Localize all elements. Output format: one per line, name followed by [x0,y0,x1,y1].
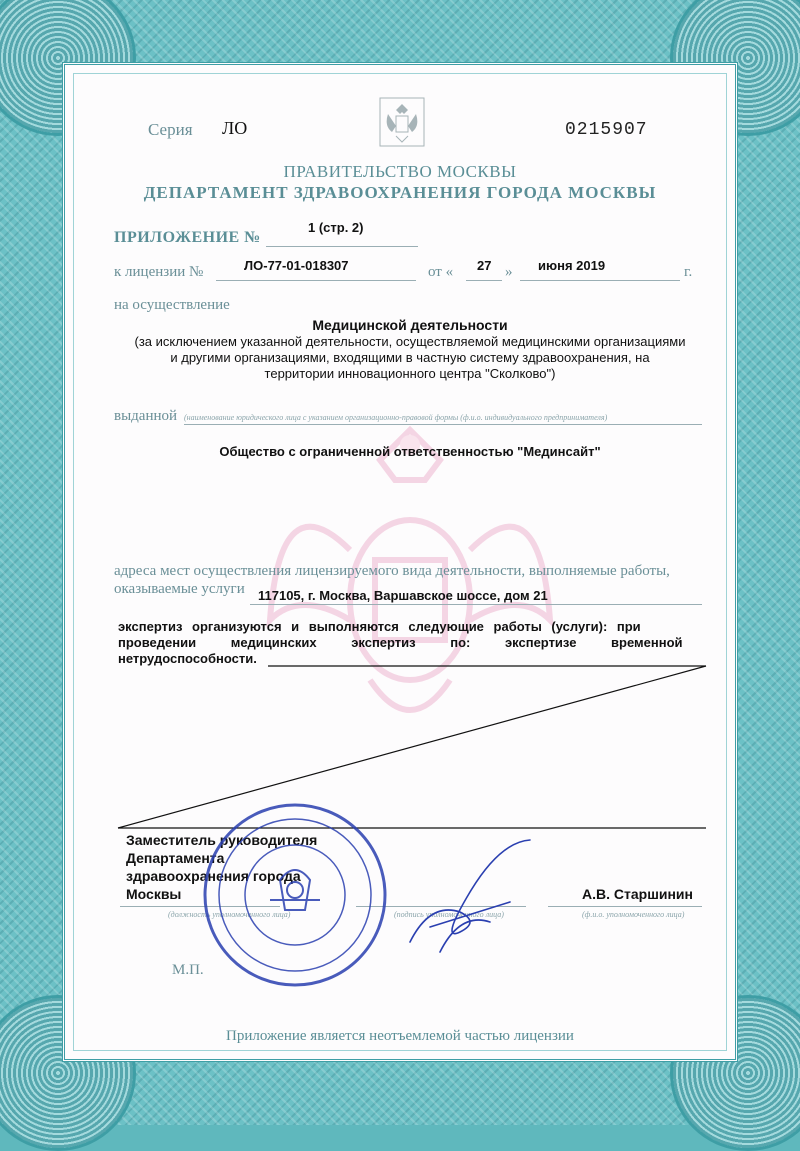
signer-position-line2: Департамента [126,850,225,866]
activity-label: на осуществление [114,297,230,313]
series-value: ЛО [222,118,248,138]
series-label: Серия [148,120,193,139]
year-suffix: г. [684,264,693,280]
form-number: 0215907 [565,120,648,140]
signature-hint: (подпись уполномоченного лица) [394,910,504,919]
department-title: ДЕПАРТАМЕНТ ЗДРАВООХРАНЕНИЯ ГОРОДА МОСКВЫ [143,183,657,202]
stamp-place-label: М.П. [172,962,204,978]
footer-note: Приложение является неотъемлемой частью лицензии [226,1028,574,1044]
activity-title: Медицинской деятельности [312,317,508,333]
addresses-label-line1: адреса мест осуществления лицензируемого вида деятельности, выполняемые работы, [114,563,670,579]
appendix-label: ПРИЛОЖЕНИЕ № [114,229,261,246]
license-month-year: июня 2019 [538,258,606,273]
date-close-quote: » [505,264,513,280]
government-title: ПРАВИТЕЛЬСТВО МОСКВЫ [283,162,517,181]
license-number: ЛО-77-01-018307 [244,258,349,273]
signer-name: А.В. Старшинин [582,886,693,902]
official-stamp [200,800,390,990]
activity-desc-line2: и другими организациями, входящими в частную систему здравоохранения, на [170,350,650,365]
signer-position-line3: здравоохранения города [126,868,301,884]
address-value: 117105, г. Москва, Варшавское шоссе, дом 21 [258,588,548,603]
signer-position-line4: Москвы [126,886,182,902]
activity-desc-line3: территории инновационного центра "Сколково") [264,366,556,381]
work-line1: экспертиз организуются и выполняются следующие работы (услуги): при [118,619,641,634]
appendix-number: 1 (стр. 2) [308,220,364,235]
activity-desc-line1: (за исключением указанной деятельности, осуществляемой медицинскими организациями [134,334,686,349]
work-line2: проведении медицинских экспертиз по: экспертизе временной [118,635,683,650]
handwritten-signature [400,832,540,962]
issued-label: выданной [114,408,178,424]
addresses-label-line2: оказываемые услуги [114,581,245,597]
signer-position-line1: Заместитель руководителя [126,832,318,848]
license-label: к лицензии № [114,264,204,280]
work-line3: нетрудоспособности. [118,651,257,666]
date-from-label: от « [428,264,454,280]
name-hint: (ф.и.о. уполномоченного лица) [582,910,685,919]
issued-hint: (наименование юридического лица с указанием организационно-правовой формы (ф.и.о. индивидуального предпринимателя) [184,413,608,422]
license-day: 27 [477,258,492,273]
company-name: Общество с ограниченной ответственностью "Мединсайт" [219,444,601,459]
position-hint: (должность уполномоченного лица) [168,910,291,919]
